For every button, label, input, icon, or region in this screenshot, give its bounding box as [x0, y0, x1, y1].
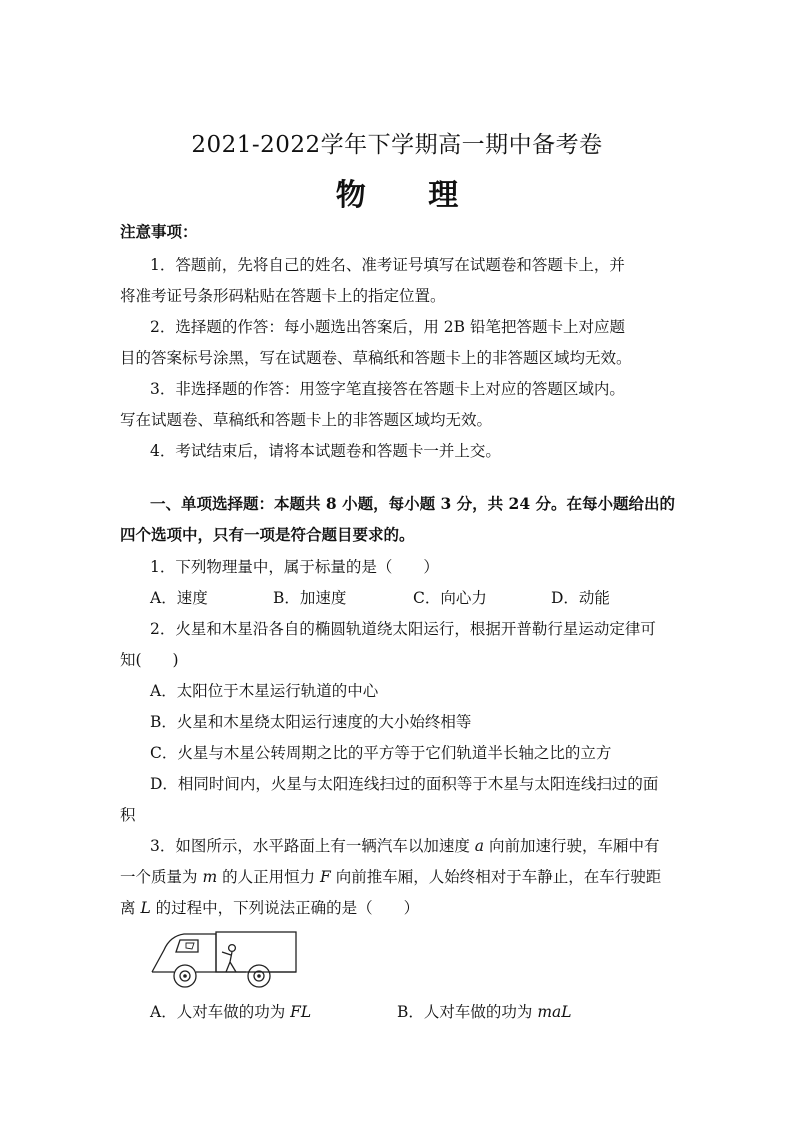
driver-icon — [186, 943, 194, 949]
question-2-option-d-wrap: 积 — [120, 806, 136, 824]
truck-window — [176, 940, 198, 952]
q3-text: 离 — [120, 899, 141, 917]
question-2-option-a: A．太阳位于木星运行轨道的中心 — [150, 682, 379, 700]
notice-item-4: 4．考试结束后，请将本试题卷和答题卡一并上交。 — [150, 442, 501, 460]
notice-item-1-line-2: 将准考证号条形码粘贴在答题卡上的指定位置。 — [120, 287, 446, 305]
question-2-option-c: C．火星与木星公转周期之比的平方等于它们轨道半长轴之比的立方 — [150, 744, 612, 762]
question-1-option-b: B．加速度 — [273, 589, 347, 607]
question-3-stem-line-3 — [120, 898, 680, 918]
subject-title: 物 理 — [335, 178, 485, 213]
section-1-heading-line-2: 四个选项中，只有一项是符合题目要求的。 — [120, 525, 415, 544]
q3-option-a-var: FL — [290, 1003, 312, 1021]
q3-text: 一个质量为 — [120, 868, 203, 886]
question-3-stem-line-2 — [120, 867, 680, 887]
notice-heading: 注意事项： — [120, 222, 198, 241]
question-3-option-a — [150, 1002, 311, 1022]
question-2-option-d: D．相同时间内，火星与太阳连线扫过的面积等于木星与太阳连线扫过的面 — [150, 775, 659, 793]
q3-var-L: L — [140, 899, 151, 917]
question-1-option-d: D．动能 — [551, 589, 610, 607]
notice-item-2-line-2: 目的答案标号涂黑，写在试题卷、草稿纸和答题卡上的非答题区域均无效。 — [120, 349, 632, 367]
question-2-stem-line-1: 2．火星和木星沿各自的椭圆轨道绕太阳运行，根据开普勒行星运动定律可 — [150, 620, 656, 638]
q3-text: 3．如图所示，水平路面上有一辆汽车以加速度 — [150, 837, 475, 855]
person-head — [229, 945, 236, 952]
front-wheel-axle — [183, 974, 187, 978]
q3-var-F: F — [320, 868, 331, 886]
question-2-option-b: B．火星和木星绕太阳运行速度的大小始终相等 — [150, 713, 472, 731]
person-body — [222, 952, 236, 972]
notice-item-2-line-1: 2．选择题的作答：每小题选出答案后，用 2B 铅笔把答题卡上对应题 — [150, 318, 625, 336]
q3-text: 向前推车厢，人始终相对于车静止，在车行驶距 — [330, 868, 662, 886]
q3-text: 向前加速行驶，车厢中有 — [484, 837, 660, 855]
rear-wheel-axle — [257, 974, 261, 978]
q3-option-b-text: B．人对车做的功为 — [397, 1003, 538, 1021]
exam-title: 2021-2022学年下学期高一期中备考卷 — [191, 132, 603, 158]
question-2-stem-line-2: 知( ) — [120, 651, 179, 669]
question-3-option-b — [397, 1002, 572, 1022]
q3-var-a: a — [474, 837, 485, 855]
truck-figure — [150, 928, 302, 992]
notice-item-1-line-1: 1．答题前，先将自己的姓名、准考证号填写在试题卷和答题卡上，并 — [150, 256, 625, 274]
q3-option-a-text: A．人对车做的功为 — [150, 1003, 291, 1021]
q3-text: 的过程中，下列说法正确的是（ ） — [150, 899, 420, 917]
question-3-stem-line-1 — [150, 836, 680, 856]
section-1-heading-line-1: 一、单项选择题：本题共 8 小题，每小题 3 分，共 24 分。在每小题给出的 — [150, 494, 676, 513]
q3-text: 的人正用恒力 — [217, 868, 320, 886]
question-1-stem: 1．下列物理量中，属于标量的是（ ） — [150, 558, 439, 576]
notice-item-3-line-2: 写在试题卷、草稿纸和答题卡上的非答题区域均无效。 — [120, 411, 493, 429]
question-1-option-a: A．速度 — [150, 589, 208, 607]
q3-option-b-var: maL — [537, 1003, 572, 1021]
question-1-option-c: C．向心力 — [413, 589, 487, 607]
notice-item-3-line-1: 3．非选择题的作答：用签字笔直接答在答题卡上对应的答题区域内。 — [150, 380, 625, 398]
q3-var-m: m — [202, 868, 218, 886]
